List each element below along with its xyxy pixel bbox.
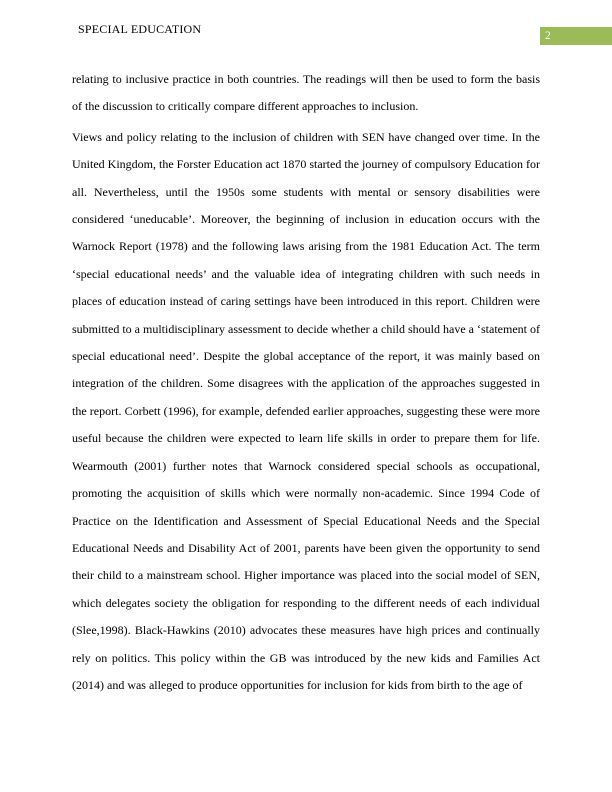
page-number-badge: 2 xyxy=(540,27,612,45)
paragraph-continuation: relating to inclusive practice in both countries. The readings will then be used to form the basis of the discussion to critically compare different approaches to inclusion. xyxy=(72,72,540,114)
running-header-title: SPECIAL EDUCATION xyxy=(78,22,202,36)
paragraph-sen-history: Views and policy relating to the inclusion of children with SEN have changed over time. In the United Kingdom, the Forster Education act 1870 started the journey of compulsory Education for all. Nevertheless, until the 1950s some students with mental or sensory disabilities were considered ‘uneducable’. Moreover, the beginning of inclusion in education occurs with the Warnock Report (1978) and the following laws arising from the 1981 Education Act. The term ‘special educational needs’ and the valuable idea of integrating children with such needs in places of education instead of caring settings have been introduced in this report. Children were submitted to a multidisciplinary assessment to decide whether a child should have a ‘statement of special educational need’. Despite the global acceptance of the report, it was mainly based on integration of the children. Some disagrees with the application of the approaches suggested in the report. Corbett (1996), for example, defended earlier approaches, suggesting these were more useful because the children were expected to learn life skills in order to prepare them for life. Wearmouth (2001) further notes that Warnock considered special schools as occupational, promoting the acquisition of skills which were normally non-academic. Since 1994 Code of Practice on the Identification and Assessment of Special Educational Needs and the Special Educational Needs and Disability Act of 2001, parents have been given the opportunity to send their child to a mainstream school. Higher importance was placed into the social model of SEN, which delegates society the obligation for responding to the different needs of each individual (Slee,1998). Black-Hawkins (2010) advocates these measures have high prices and continually rely on politics. This policy within the GB was introduced by the new kids and Families Act (2014) and was alleged to produce opportunities for inclusion for kids from birth to the age of xyxy=(72,129,540,692)
document-body xyxy=(72,66,540,699)
